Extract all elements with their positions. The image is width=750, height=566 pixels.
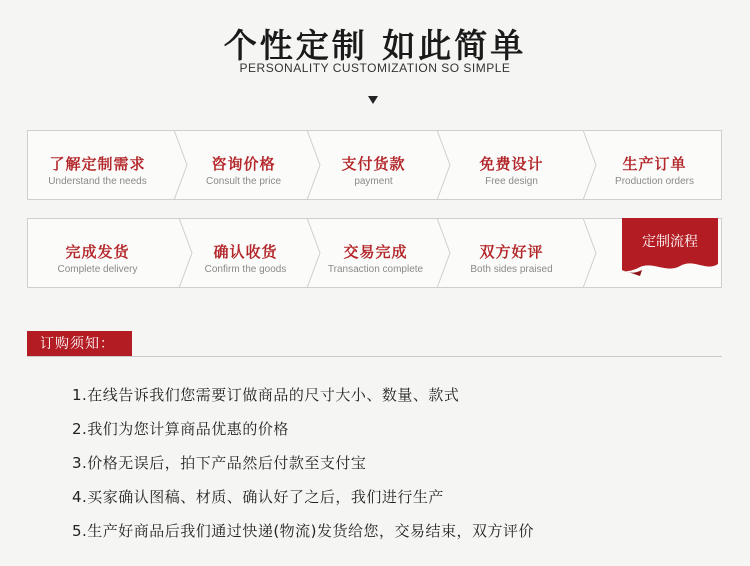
step-subtitle: Confirm the goods: [204, 264, 287, 275]
step-title: 完成发货: [65, 243, 130, 261]
process-row-1: [27, 130, 722, 200]
step-complete-delivery: [28, 219, 167, 287]
notice-divider: [27, 356, 722, 357]
step-title: 交易完成: [343, 243, 408, 261]
page-subtitle: PERSONALITY CUSTOMIZATION SO SIMPLE: [239, 61, 511, 75]
step-subtitle: Consult the price: [205, 176, 282, 187]
step-title: 了解定制需求: [49, 155, 146, 173]
step-title: 双方好评: [479, 243, 544, 261]
step-subtitle: Production orders: [615, 176, 694, 187]
list-item: 5.生产好商品后我们通过快递(物流)发货给您，交易结束，双方评价: [72, 522, 535, 540]
list-item: 3.价格无误后，拍下产品然后付款至支付宝: [72, 454, 367, 472]
step-subtitle: Both sides praised: [470, 264, 553, 275]
step-confirm-goods: [176, 219, 315, 287]
page-title: 个性定制 如此简单: [223, 26, 527, 65]
list-item: 1.在线告诉我们您需要订做商品的尺寸大小、数量、款式: [72, 386, 460, 404]
process-row-2: [27, 218, 722, 288]
step-subtitle: Free design: [485, 176, 538, 187]
process-badge-label: 定制流程: [642, 234, 698, 250]
step-subtitle: Transaction complete: [327, 264, 424, 275]
step-title: 生产订单: [622, 155, 687, 173]
step-title: 支付货款: [341, 155, 406, 173]
step-payment: [304, 131, 443, 199]
list-item: 2.我们为您计算商品优惠的价格: [72, 420, 289, 438]
step-production-orders: [585, 131, 724, 199]
down-arrow-icon: [368, 96, 378, 104]
chevron-right-icon: [583, 218, 597, 288]
step-subtitle: Complete delivery: [57, 264, 138, 275]
step-subtitle: payment: [354, 176, 393, 187]
step-title: 咨询价格: [211, 155, 276, 173]
step-title: 确认收货: [213, 243, 278, 261]
step-both-praised: [442, 219, 581, 287]
step-free-design: [442, 131, 581, 199]
step-title: 免费设计: [479, 155, 544, 173]
step-consult-price: [174, 131, 313, 199]
step-understand-needs: [28, 131, 167, 199]
step-subtitle: Understand the needs: [48, 176, 147, 187]
notice-list: [72, 378, 534, 548]
notice-title: 订购须知：: [27, 331, 132, 357]
list-item: 4.买家确认图稿、材质、确认好了之后，我们进行生产: [72, 488, 444, 506]
step-transaction-complete: [306, 219, 445, 287]
